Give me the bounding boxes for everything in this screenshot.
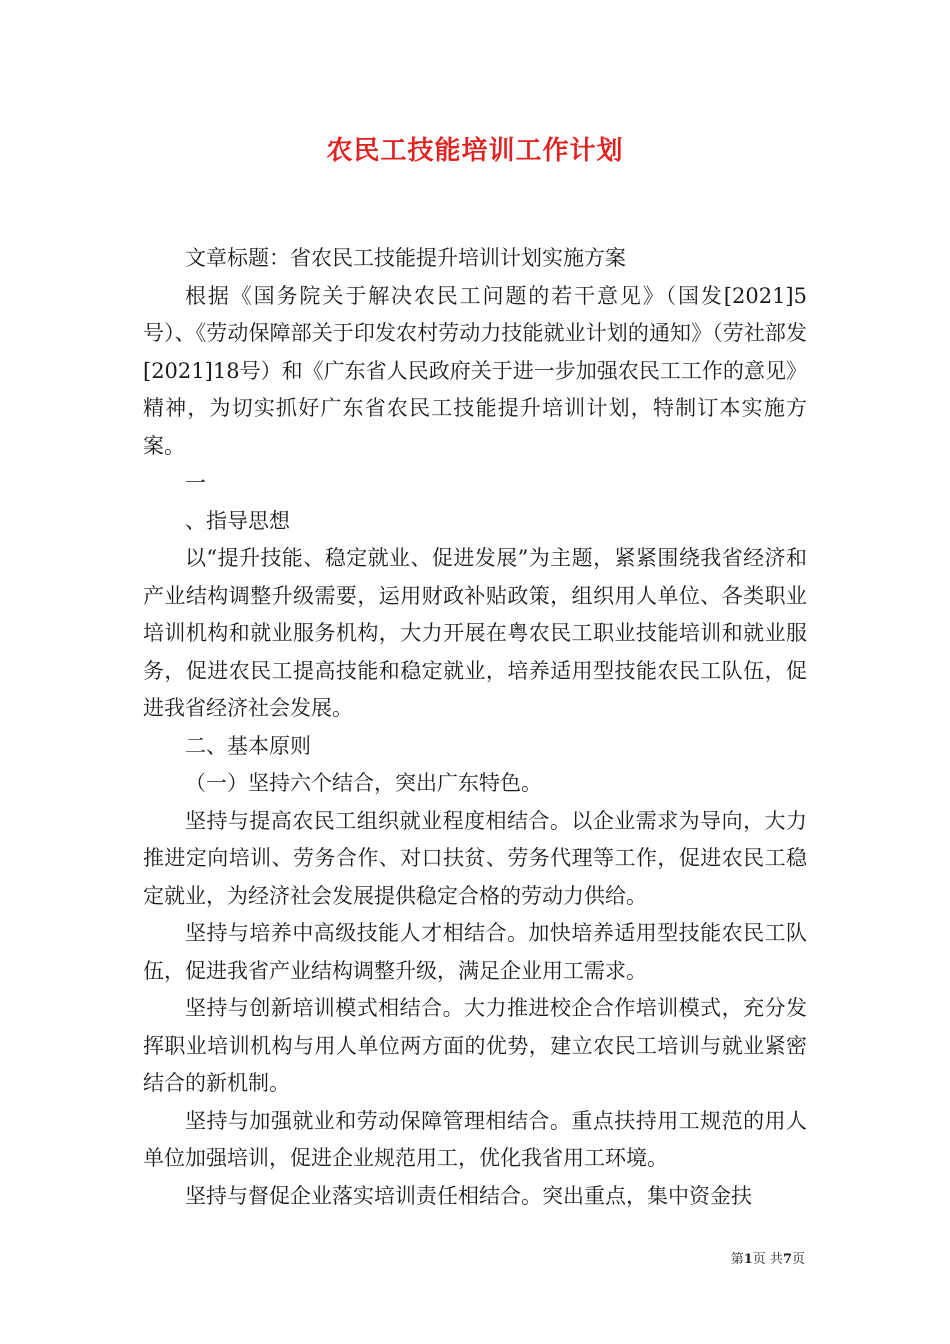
paragraph: 根据《国务院关于解决农民工问题的若干意见》（国发[2021]5号）、《劳动保障部关于印发农村劳动力技能就业计划的通知》（劳社部发[2021]18号）和《广东省人民政府关于进一步加强农民工工作的意见》精神，为切实抓好广东省农民工技能提升培训计划，特制订本实施方案。 (143, 283, 807, 458)
paragraph: 坚持与加强就业和劳动保障管理相结合。重点扶持用工规范的用人单位加强培训，促进企业规范用工，优化我省用工环境。 (143, 1108, 807, 1170)
paragraph: 坚持与提高农民工组织就业程度相结合。以企业需求为导向，大力推进定向培训、劳务合作、对口扶贫、劳务代理等工作，促进农民工稳定就业，为经济社会发展提供稳定合格的劳动力供给。 (143, 808, 807, 908)
footer-prefix: 第 (730, 1252, 744, 1267)
paragraph: 坚持与培养中高级技能人才相结合。加快培养适用型技能农民工队伍，促进我省产业结构调整升级，满足企业用工需求。 (143, 921, 807, 983)
subsection-heading: （一）坚持六个结合，突出广东特色。 (185, 771, 542, 795)
paragraph: 以“提升技能、稳定就业、促进发展”为主题，紧紧围绕我省经济和产业结构调整升级需要，运用财政补贴政策，组织用人单位、各类职业培训机构和就业服务机构，大力开展在粤农民工职业技能培训和就业服务，促进农民工提高技能和稳定就业，培养适用型技能农民工队伍，促进我省经济社会发展。 (143, 546, 807, 720)
section-heading: 二、基本原则 (185, 733, 311, 758)
total-page-number: 7 (782, 1252, 792, 1267)
document-title: 农民工技能培训工作计划 (326, 136, 624, 166)
section-number: 一 (185, 471, 206, 495)
footer-suffix: 页 (791, 1252, 805, 1267)
document-body (143, 240, 807, 1215)
paragraph: 坚持与督促企业落实培训责任相结合。突出重点，集中资金扶 (185, 1183, 752, 1208)
page-footer (731, 1248, 805, 1267)
current-page-number: 1 (743, 1252, 753, 1267)
footer-middle: 页 共 (752, 1252, 783, 1267)
article-title-line: 文章标题：省农民工技能提升培训计划实施方案 (185, 246, 626, 270)
paragraph: 坚持与创新培训模式相结合。大力推进校企合作培训模式，充分发挥职业培训机构与用人单位两方面的优势，建立农民工培训与就业紧密结合的新机制。 (143, 996, 807, 1095)
section-heading: 、指导思想 (185, 508, 290, 533)
